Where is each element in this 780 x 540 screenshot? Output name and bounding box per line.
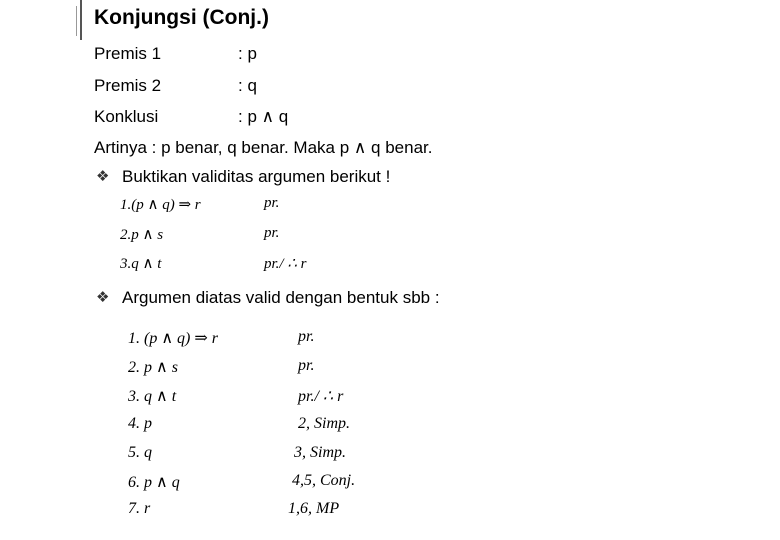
bukti-expr-2: 2. p ∧ s: [128, 359, 178, 376]
bukti-expr-1: 1. (p ∧ q) ⇒ r: [128, 330, 218, 347]
bukti-ket-2: pr.: [298, 357, 315, 374]
artinya-text: Artinya : p benar, q benar. Maka p ∧ q benar.: [94, 138, 433, 157]
soal-expr-2: 2.p ∧ s: [120, 227, 164, 243]
slide-edge-line-inner: [76, 6, 77, 36]
bullet-item-2: [96, 288, 440, 308]
soal-ket-1: pr.: [264, 195, 280, 211]
soal-ket-2: pr.: [264, 225, 280, 241]
soal-expr-1: 1.(p ∧ q) ⇒ r: [120, 197, 201, 213]
soal-expr-3: 3.q ∧ t: [120, 256, 162, 272]
premis-value: : p: [238, 44, 257, 63]
premis-label: Premis 2: [94, 76, 162, 95]
bukti-ket-4: 2, Simp.: [298, 415, 350, 432]
bullet-text: Buktikan validitas argumen berikut !: [122, 167, 391, 186]
premis-row-1: [94, 44, 257, 64]
bukti-ket-1: pr.: [298, 328, 315, 345]
slide-title: Konjungsi (Conj.): [94, 6, 269, 29]
bullet-text: Argumen diatas valid dengan bentuk sbb :: [122, 288, 440, 307]
bukti-ket-5: 3, Simp.: [294, 444, 346, 461]
konklusi-row: [94, 107, 288, 127]
bukti-expr-3: 3. q ∧ t: [128, 388, 177, 405]
premis-row-2: [94, 76, 257, 96]
premis-label: Premis 1: [94, 44, 162, 63]
bukti-ket-3: pr./ ∴ r: [298, 388, 344, 405]
bukti-expr-7: 7. r: [128, 500, 151, 517]
bukti-ket-6: 4,5, Conj.: [292, 472, 356, 489]
konklusi-value: : p ∧ q: [238, 107, 289, 126]
bullet-icon: ❖: [96, 168, 110, 185]
bukti-expr-4: 4. p: [128, 415, 152, 432]
bukti-expr-5: 5. q: [128, 444, 152, 461]
slide-edge-line: [80, 0, 82, 40]
bullet-icon: ❖: [96, 289, 110, 306]
bullet-item-1: [96, 167, 391, 187]
bukti-ket-7: 1,6, MP: [288, 500, 340, 517]
soal-ket-3: pr./ ∴ r: [264, 256, 307, 272]
konklusi-label: Konklusi: [94, 107, 159, 126]
bukti-expr-6: 6. p ∧ q: [128, 474, 180, 491]
premis-value: : q: [238, 76, 257, 95]
